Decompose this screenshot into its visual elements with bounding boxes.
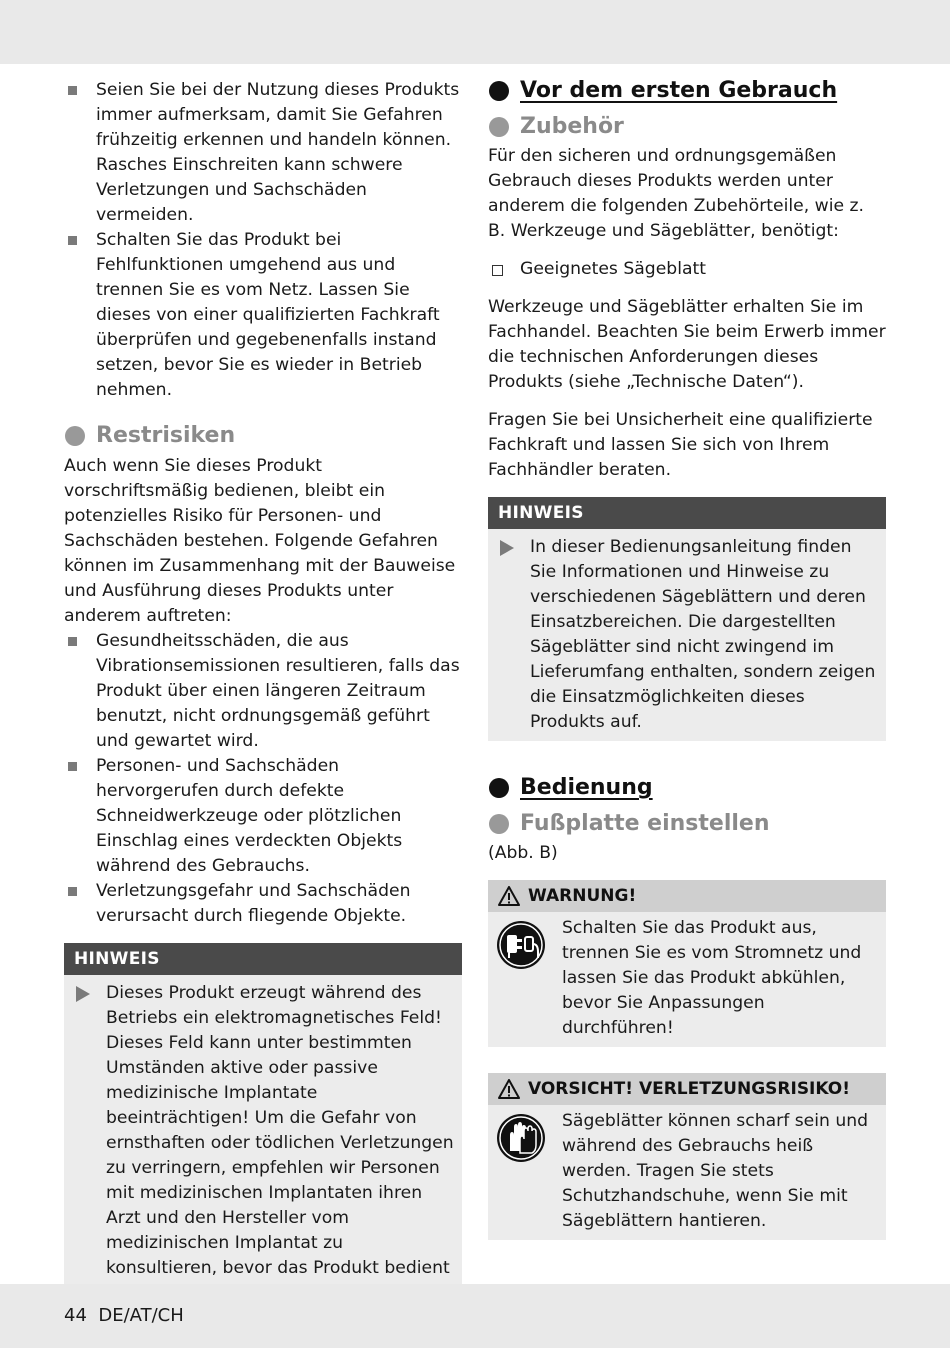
list-item: Gesundheitsschäden, die aus Vibrationsemissionen resultieren, falls das Produkt über einen längeren Zeitraum benutzt, nicht ordnungsgemäß geführt und gewartet wird. xyxy=(64,629,464,754)
warning-triangle-icon xyxy=(498,886,520,906)
vorsicht-text: Sägeblätter können scharf sein und während des Gebrauchs heiß werden. Tragen Sie stets Schutzhandschuhe, wenn Sie mit Sägeblättern hantieren. xyxy=(562,1111,869,1231)
locale-label: DE/AT/CH xyxy=(98,1305,184,1326)
list-item: Seien Sie bei der Nutzung dieses Produkts immer aufmerksam, damit Sie Gefahren frühzeitig erkennen und handeln können. Rasches Einschreiten kann schwere Verletzungen und Sachschäden vermeiden. xyxy=(64,78,464,228)
warnung-text: Schalten Sie das Produkt aus, trennen Sie es vom Stromnetz und lassen Sie das Produkt abkühlen, bevor Sie Anpassungen durchführen! xyxy=(562,918,862,1038)
vorsicht-box xyxy=(488,1073,886,1240)
heading-vor-dem-ersten-gebrauch: Vor dem ersten Gebrauch xyxy=(488,76,886,106)
list-item: Personen- und Sachschäden hervorgerufen durch defekte Schneidwerkzeuge oder plötzlichen Einschlag eines verdeckten Objekts während des Gebrauchs. xyxy=(64,754,464,879)
zubehoer-paragraph: Fragen Sie bei Unsicherheit eine qualifizierte Fachkraft und lassen Sie sich von Ihrem Fachhändler beraten. xyxy=(488,410,873,480)
list-item: Verletzungsgefahr und Sachschäden verursacht durch fliegende Objekte. xyxy=(64,879,464,929)
restrisiken-intro: Auch wenn Sie dieses Produkt vorschriftsmäßig bedienen, bleibt ein potenzielles Risiko für Personen- und Sachschäden bestehen. Folgende Gefahren können im Zusammenhang mit der Bauweise und Ausführung dieses Produkts unter anderem auftreten: xyxy=(64,456,456,626)
checkbox-list-item: Geeignetes Sägeblatt xyxy=(488,257,886,282)
warnung-box xyxy=(488,880,886,1047)
page-number: 44 xyxy=(64,1305,87,1326)
heading-restrisiken: Restrisiken xyxy=(64,421,464,451)
zubehoer-paragraph: Werkzeuge und Sägeblätter erhalten Sie im Fachhandel. Beachten Sie beim Erwerb immer die technischen Anforderungen dieses Produkts (siehe „Technische Daten“). xyxy=(488,297,886,392)
left-column xyxy=(64,78,464,1312)
page-footer xyxy=(64,1303,184,1329)
zubehoer-intro: Für den sicheren und ordnungsgemäßen Gebrauch dieses Produkts werden unter anderem die folgenden Zubehörteile, wie z. B. Werkzeuge und Sägeblätter, benötigt: xyxy=(488,146,865,241)
hinweis-text: Dieses Produkt erzeugt während des Betriebs ein elektromagnetisches Feld! Dieses Feld kann unter bestimmten Umständen aktive oder passive medizinische Implantate beeinträchtigen! Um die Gefahr von ernsthaften oder tödlichen Verletzungen zu verringern, empfehlen wir Personen mit medizinischen Implantaten ihren Arzt und den Hersteller vom medizinischen Implantat zu konsultieren, bevor das Produkt bedient xyxy=(106,983,454,1278)
hinweis-title: HINWEIS xyxy=(488,497,886,529)
gloves-icon xyxy=(496,1113,546,1163)
heading-bedienung: Bedienung xyxy=(488,773,886,803)
heading-fussplatte-einstellen: Fußplatte einstellen xyxy=(488,809,886,839)
hinweis-title: HINWEIS xyxy=(64,943,462,975)
right-column xyxy=(488,76,886,1240)
warnung-title: WARNUNG! xyxy=(528,886,637,906)
heading-zubehoer: Zubehör xyxy=(488,112,886,142)
figure-reference: (Abb. B) xyxy=(488,843,558,863)
header-bar xyxy=(0,0,950,64)
hinweis-box-right xyxy=(488,497,886,741)
warning-triangle-icon xyxy=(498,1079,520,1099)
unplug-icon xyxy=(496,920,546,970)
arrow-right-icon xyxy=(76,986,90,1002)
vorsicht-title: VORSICHT! VERLETZUNGSRISIKO! xyxy=(528,1079,850,1099)
arrow-right-icon xyxy=(500,540,514,556)
list-item: Schalten Sie das Produkt bei Fehlfunktionen umgehend aus und trennen Sie es vom Netz. Lassen Sie dieses von einer qualifizierten Fachkraft überprüfen und gegebenenfalls instand setzen, bevor Sie es wieder in Betrieb nehmen. xyxy=(64,228,464,403)
hinweis-box-left xyxy=(64,943,462,1312)
hinweis-text: In dieser Bedienungsanleitung finden Sie Informationen und Hinweise zu verschiedenen Sägeblättern und deren Einsatzbereichen. Die dargestellten Sägeblätter sind nicht zwingend im Lieferumfang enthalten, sondern zeigen die Einsatzmöglichkeiten dieses Produkts auf. xyxy=(530,537,876,732)
